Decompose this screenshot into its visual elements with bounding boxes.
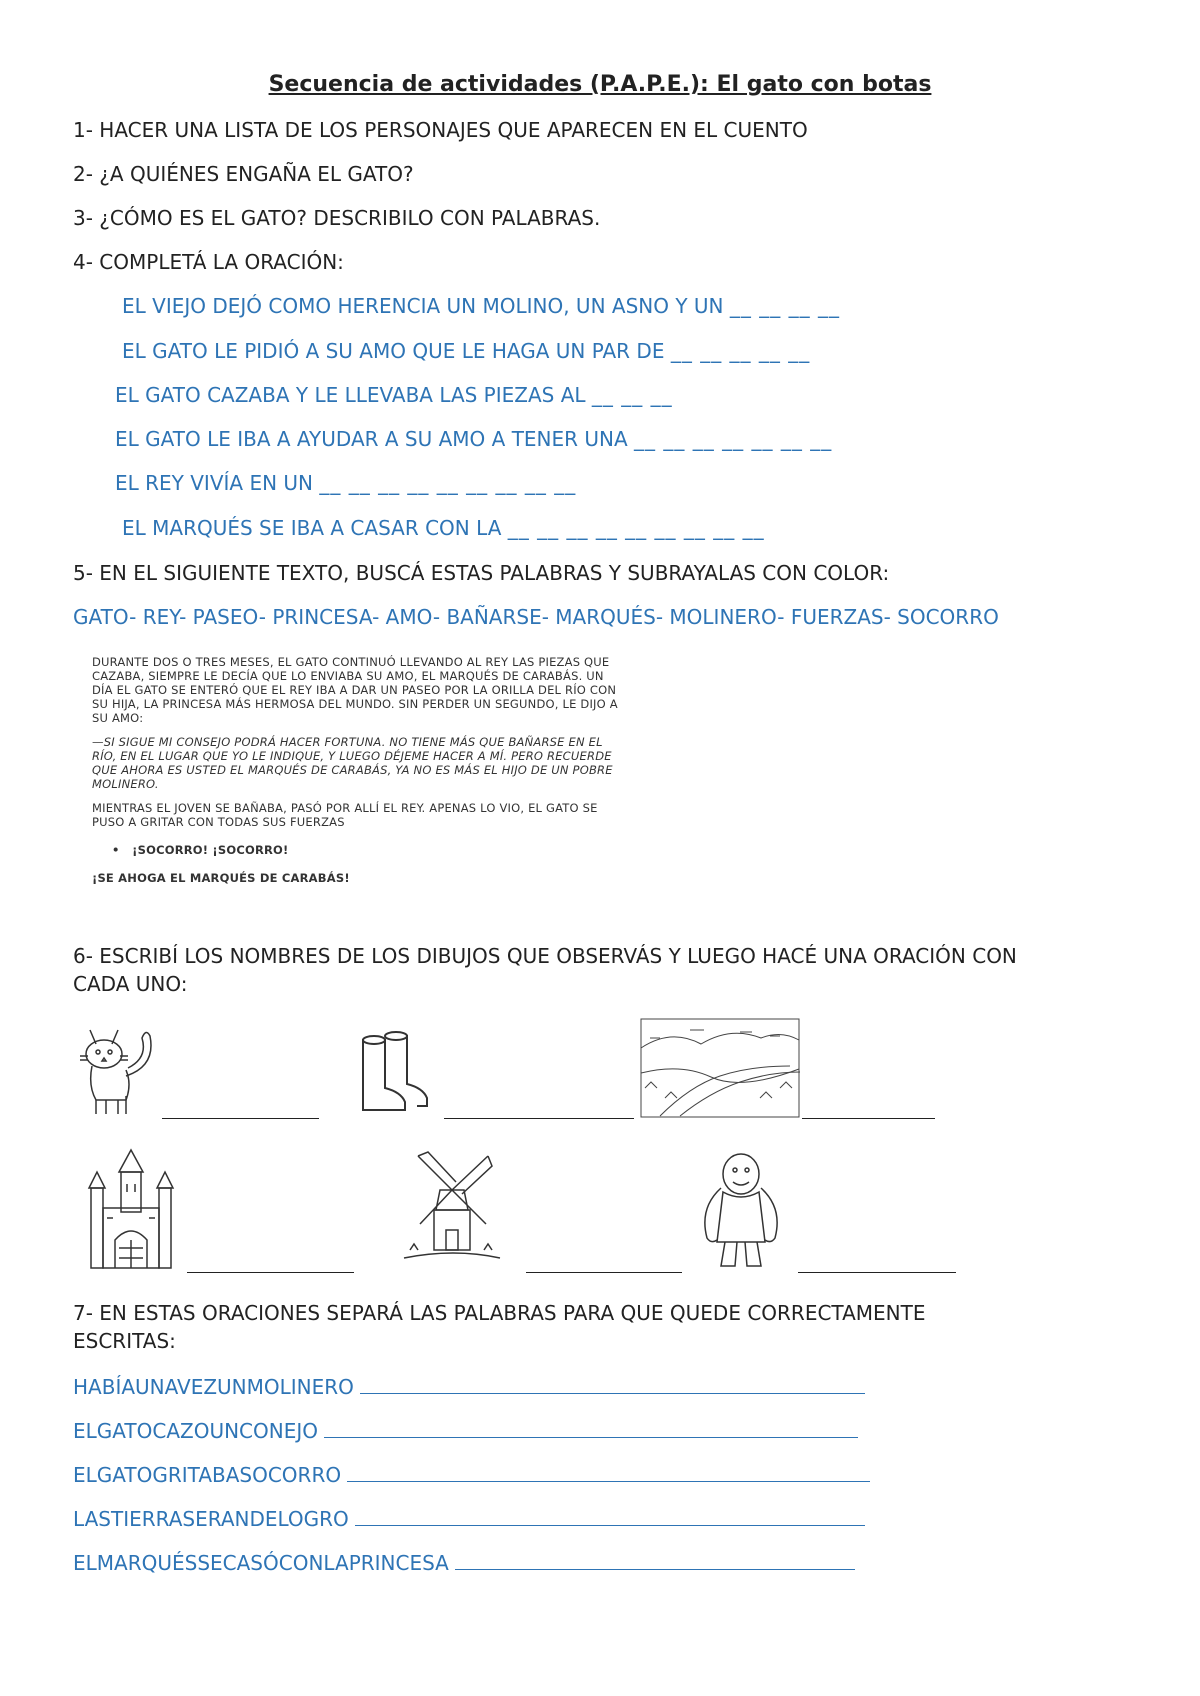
castle-icon (85, 1148, 177, 1270)
completion-blank[interactable]: __ __ __ (591, 383, 673, 407)
answer-line[interactable] (324, 1436, 858, 1438)
question-3: 3- ¿CÓMO ES EL GATO? DESCRIBILO CON PALABRAS. (73, 206, 601, 230)
joined-sentence-text: ELGATOCAZOUNCONEJO (73, 1419, 318, 1443)
story-paragraph: DURANTE DOS O TRES MESES, EL GATO CONTINUÓ LLEVANDO AL REY LAS PIEZAS QUE CAZABA, SIEMPRE LE DECÍA QUE LO ENVIABA SU AMO, EL MARQUÉS DE CARABÁS. UN DÍA EL GATO SE ENTERÓ QUE EL REY IBA A DAR UN PASEO POR LA ORILLA DEL RÍO CON SU HIJA, LA PRINCESA MÁS HERMOSA DEL MUNDO. SIN PERDER UN SEGUNDO, LE DIJO A SU AMO: (92, 655, 618, 725)
story-paragraph: MIENTRAS EL JOVEN SE BAÑABA, PASÓ POR ALLÍ EL REY. APENAS LO VIO, EL GATO SE PUSO A GRITAR CON TODAS SUS FUERZAS (92, 801, 598, 829)
completion-text: EL GATO CAZABA Y LE LLEVABA LAS PIEZAS AL (115, 383, 586, 407)
ogre-icon (695, 1148, 785, 1270)
story-exclamation: • ¡SOCORRO! ¡SOCORRO! (112, 843, 289, 857)
landscape-icon (640, 1018, 800, 1118)
answer-line[interactable] (360, 1392, 865, 1394)
word-list: GATO- REY- PASEO- PRINCESA- AMO- BAÑARSE- MARQUÉS- MOLINERO- FUERZAS- SOCORRO (73, 605, 999, 629)
page-title: Secuencia de actividades (P.A.P.E.): El gato con botas (268, 72, 932, 97)
joined-sentence-text: HABÍAUNAVEZUNMOLINERO (73, 1375, 354, 1399)
completion-item (115, 471, 576, 495)
completion-text: EL MARQUÉS SE IBA A CASAR CON LA (122, 516, 502, 540)
completion-text: EL VIEJO DEJÓ COMO HERENCIA UN MOLINO, UN ASNO Y UN (122, 294, 724, 318)
answer-line[interactable] (355, 1524, 865, 1526)
completion-blank[interactable]: __ __ __ __ __ __ __ __ __ (507, 516, 765, 540)
question-7-line-2: ESCRITAS: (73, 1329, 176, 1353)
windmill-icon (400, 1150, 504, 1262)
answer-line[interactable] (798, 1272, 956, 1273)
completion-text: EL GATO LE IBA A AYUDAR A SU AMO A TENER UNA (115, 427, 628, 451)
joined-sentence (73, 1507, 865, 1531)
joined-sentence-text: LASTIERRASERANDELOGRO (73, 1507, 349, 1531)
answer-line[interactable] (802, 1118, 935, 1119)
boots-icon (355, 1030, 437, 1120)
story-excerpt (92, 655, 622, 915)
joined-sentence (73, 1463, 870, 1487)
question-7-line-1: 7- EN ESTAS ORACIONES SEPARÁ LAS PALABRAS PARA QUE QUEDE CORRECTAMENTE (73, 1301, 926, 1325)
bullet-icon: • (112, 843, 133, 857)
joined-sentence-text: ELMARQUÉSSECASÓCONLAPRINCESA (73, 1551, 449, 1575)
completion-item (115, 427, 832, 451)
completion-item (122, 516, 765, 540)
joined-sentence-text: ELGATOGRITABASOCORRO (73, 1463, 342, 1487)
question-1: 1- HACER UNA LISTA DE LOS PERSONAJES QUE APARECEN EN EL CUENTO (73, 118, 808, 142)
answer-line[interactable] (526, 1272, 682, 1273)
joined-sentence (73, 1419, 858, 1443)
cat-icon (78, 1020, 166, 1120)
answer-line[interactable] (347, 1480, 870, 1482)
question-6-line-1: 6- ESCRIBÍ LOS NOMBRES DE LOS DIBUJOS QUE OBSERVÁS Y LUEGO HACÉ UNA ORACIÓN CON (73, 944, 1017, 968)
completion-text: EL REY VIVÍA EN UN (115, 471, 313, 495)
joined-sentence (73, 1375, 865, 1399)
answer-line[interactable] (455, 1568, 855, 1570)
completion-blank[interactable]: __ __ __ __ __ __ __ (634, 427, 833, 451)
question-2: 2- ¿A QUIÉNES ENGAÑA EL GATO? (73, 162, 414, 186)
story-exclamation: ¡SE AHOGA EL MARQUÉS DE CARABÁS! (92, 871, 350, 885)
completion-blank[interactable]: __ __ __ __ __ __ __ __ __ (319, 471, 577, 495)
joined-sentence (73, 1551, 855, 1575)
completion-item (122, 294, 840, 318)
completion-blank[interactable]: __ __ __ __ __ (670, 339, 811, 363)
question-5: 5- EN EL SIGUIENTE TEXTO, BUSCÁ ESTAS PALABRAS Y SUBRAYALAS CON COLOR: (73, 561, 890, 585)
answer-line[interactable] (444, 1118, 634, 1119)
answer-line[interactable] (187, 1272, 354, 1273)
story-paragraph: —SI SIGUE MI CONSEJO PODRÁ HACER FORTUNA. NO TIENE MÁS QUE BAÑARSE EN EL RÍO, EN EL LUGAR QUE YO LE INDIQUE, Y LUEGO DÉJEME HACER A MÍ. PERO RECUERDE QUE AHORA ES USTED EL MARQUÉS DE CARABÁS, YA NO ES MÁS EL HIJO DE UN POBRE MOLINERO. (92, 735, 613, 791)
question-6-line-2: CADA UNO: (73, 972, 188, 996)
completion-text: EL GATO LE PIDIÓ A SU AMO QUE LE HAGA UN PAR DE (122, 339, 665, 363)
completion-item (122, 339, 810, 363)
question-4: 4- COMPLETÁ LA ORACIÓN: (73, 250, 344, 274)
completion-item (115, 383, 673, 407)
answer-line[interactable] (162, 1118, 319, 1119)
completion-blank[interactable]: __ __ __ __ (729, 294, 840, 318)
